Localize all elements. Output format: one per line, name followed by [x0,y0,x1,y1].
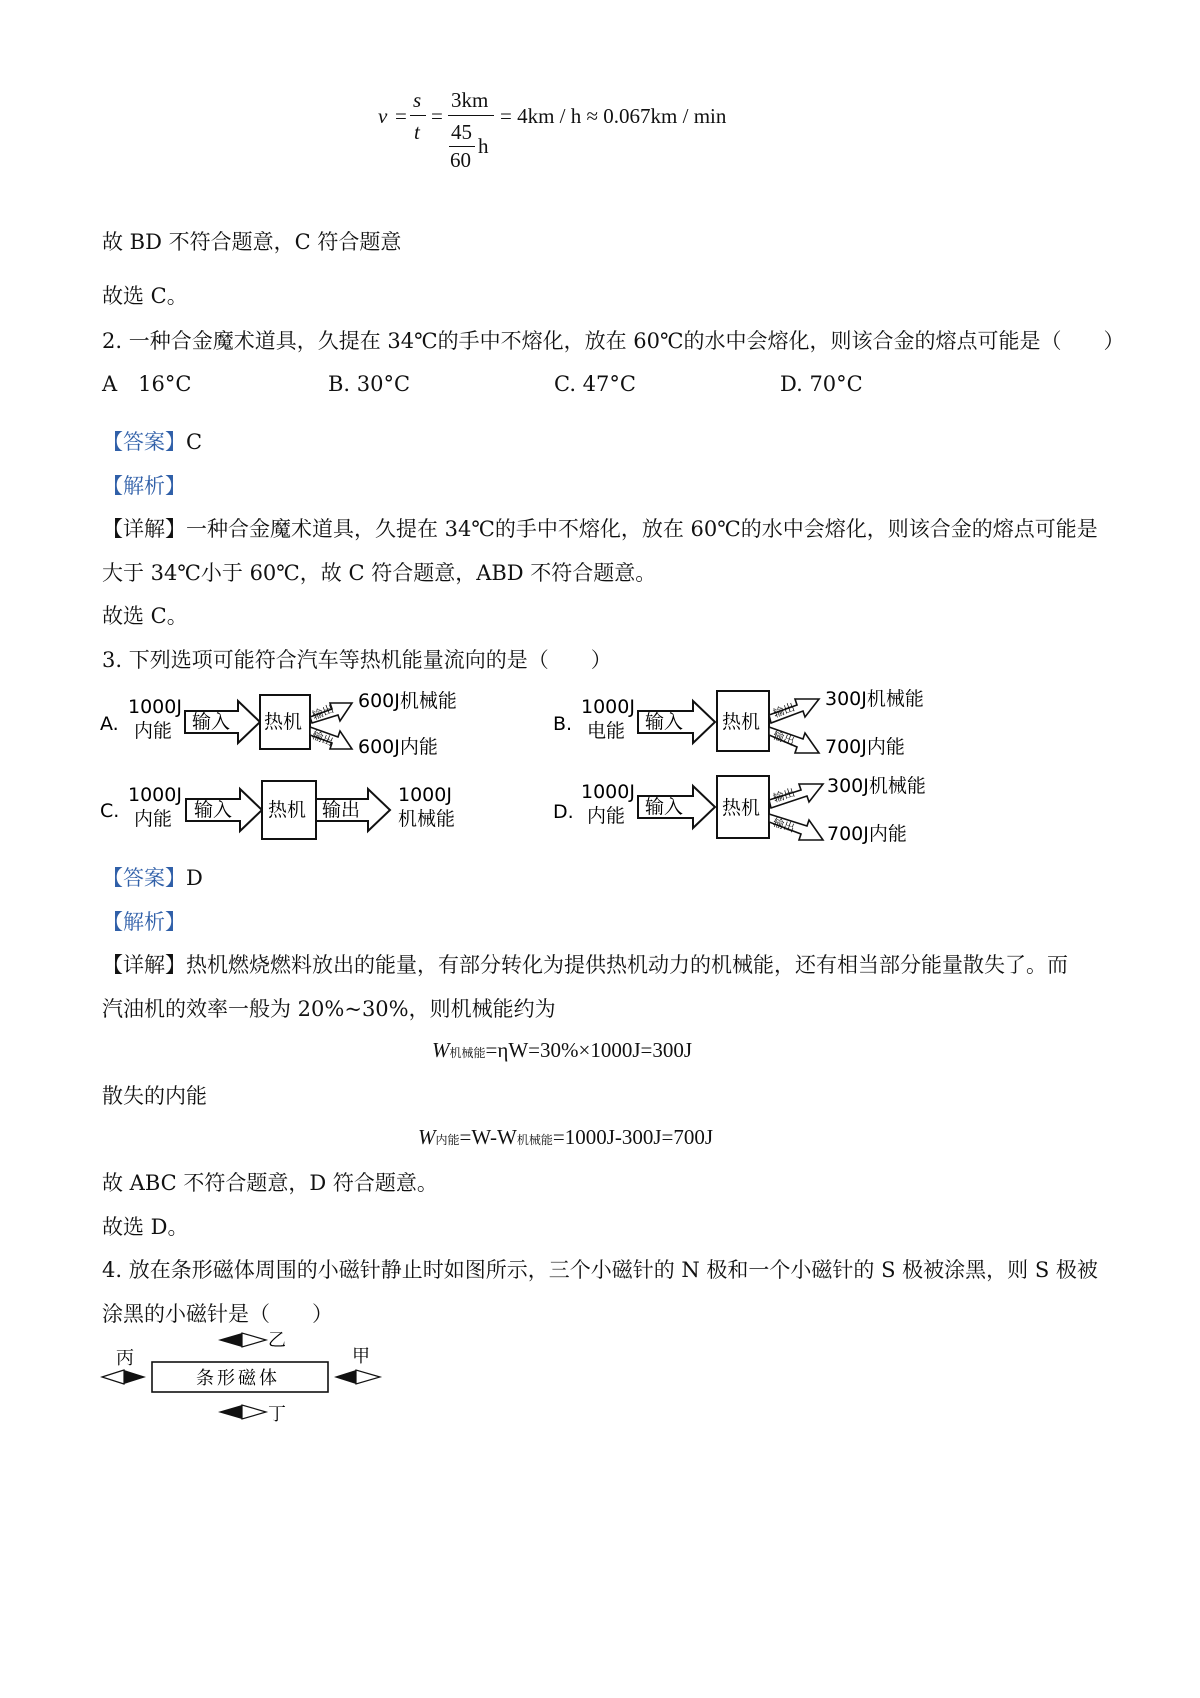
label-jia: 甲 [352,1346,370,1367]
compass-yi-light-icon [242,1333,266,1347]
eq-rest: =1000J-300J=700J [552,1125,714,1149]
answer-tag: 【答案】 [102,866,186,890]
q2-answer [102,428,202,456]
diagram-a-box: 热机 [264,711,303,733]
detail-text: 热机燃烧燃料放出的能量，有部分转化为提供热机动力的机械能，还有相当部分能量散失了。而 [186,953,1068,977]
diagram-c-in: 输入 [194,799,233,821]
q3-eq1 [432,1038,692,1063]
q3-eq2 [418,1125,713,1150]
compass-ding-light-icon [242,1405,266,1419]
q2-stem: 2. 一种合金魔术道具，久提在 34℃的手中不熔化，放在 60℃的水中会熔化，则该合金的熔点可能是（ ） [102,329,1125,353]
diagram-b-out-down: 输出 [771,728,797,749]
diagram-c-out2: 机械能 [398,808,456,830]
diagram-b-out2: 700J内能 [825,736,905,758]
q1-line1: 故 BD 不符合题意，C 符合题意 [102,230,402,254]
diagram-d-out-up: 输出 [771,785,797,806]
eq-w: W [432,1038,450,1062]
diagram-b-in: 输入 [645,711,684,733]
detail-tag: 【详解】 [102,517,186,541]
q2-option-a: A 16°C [102,372,192,396]
compass-jia-light-icon [356,1370,380,1384]
magnet-diagram [100,1328,400,1432]
formula-t: t [414,120,420,144]
q3-stem: 3. 下列选项可能符合汽车等热机能量流向的是（ ） [102,648,612,672]
diagram-d-box: 热机 [722,797,761,819]
diagram-d-src1: 1000J [581,781,635,803]
diagram-d-in: 输入 [645,796,684,818]
formula-inner-num: 45 [451,120,472,144]
diagram-a-src2: 内能 [134,720,173,742]
q3-detail-2: 汽油机的效率一般为 20%~30%，则机械能约为 [102,997,556,1021]
diagram-a-out-down: 输出 [309,728,336,749]
q3-line3: 故 ABC 不符合题意，D 符合题意。 [102,1171,438,1195]
q2-analysis-tag: 【解析】 [102,474,186,498]
compass-bing-dark-icon [124,1370,146,1384]
answer-value: C [186,430,203,454]
formula-num: 3km [451,88,489,112]
diagram-d-src2: 内能 [587,805,626,827]
diagram-a-src1: 1000J [128,696,182,718]
answer-value: D [186,866,203,890]
q2-detail-1 [102,515,1098,543]
diagram-c-src2: 内能 [134,808,173,830]
diagram-a-letter: A. [100,713,119,735]
compass-yi-dark-icon [218,1333,242,1347]
diagram-b-src2: 电能 [587,720,626,742]
eq-sub: 内能 [435,1133,460,1147]
eq-sub: 机械能 [449,1046,486,1060]
diagram-b-box: 热机 [722,711,761,733]
diagram-b-letter: B. [553,713,573,735]
fraction-bar-1 [410,115,426,116]
q2-option-c: C. 47°C [554,372,636,396]
diagram-d-out-down: 输出 [771,815,797,835]
detail-text: 一种合金魔术道具，久提在 34℃的手中不熔化，放在 60℃的水中会熔化，则该合金的熔点可能是 [186,517,1098,541]
diagram-a-out2: 600J内能 [358,736,438,758]
q2-conclusion: 故选 C。 [102,604,188,628]
q3-mid: 散失的内能 [102,1084,207,1108]
diagram-d-out2: 700J内能 [827,823,907,845]
eq-mid: =W-W [459,1125,517,1149]
eq-sub2: 机械能 [516,1133,553,1147]
formula-rhs: = 4km / h ≈ 0.067km / min [500,104,727,128]
magnet-label: 条形磁体 [196,1368,280,1389]
diagram-a-in: 输入 [192,711,231,733]
formula-s: s [413,88,422,112]
diagram-d-out1: 300J机械能 [827,775,926,797]
q3-detail-1 [102,951,1068,979]
diagram-b-src1: 1000J [581,696,635,718]
diagram-c-out1: 1000J [398,784,452,806]
compass-jia-dark-icon [334,1370,356,1384]
formula-v: v [378,104,388,128]
formula-eq: = [395,104,407,128]
diagram-a [100,685,480,774]
label-bing: 丙 [116,1348,134,1369]
fraction-bar-3 [449,146,475,147]
diagram-a-out-up: 输出 [310,702,336,723]
label-ding: 丁 [268,1404,286,1425]
diagram-b [553,685,933,774]
diagram-c-out: 输出 [322,799,361,821]
q1-line2: 故选 C。 [102,284,188,308]
diagram-b-out-up: 输出 [771,700,797,721]
q2-option-d: D. 70°C [780,372,863,396]
detail-tag: 【详解】 [102,953,186,977]
q3-analysis-tag: 【解析】 [102,910,186,934]
diagram-d [553,770,933,859]
q2-detail-2: 大于 34℃小于 60℃，故 C 符合题意，ABD 不符合题意。 [102,561,657,585]
label-yi: 乙 [268,1330,286,1351]
formula-inner-unit: h [478,134,489,158]
compass-ding-dark-icon [218,1405,242,1419]
answer-tag: 【答案】 [102,430,186,454]
fraction-bar-2 [448,115,494,116]
eq-w: W [418,1125,436,1149]
formula-inner-den: 60 [450,148,471,172]
diagram-a-out1: 600J机械能 [358,690,457,712]
eq-rest: =ηW=30%×1000J=300J [485,1038,693,1062]
diagram-c-box: 热机 [268,799,307,821]
diagram-c-letter: C. [100,800,120,822]
diagram-d-letter: D. [553,801,574,823]
q4-stem-1: 4. 放在条形磁体周围的小磁针静止时如图所示，三个小磁针的 N 极和一个小磁针的 S 极被涂黑，则 S 极被 [102,1258,1098,1282]
compass-bing-light-icon [102,1370,124,1384]
q3-conclusion: 故选 D。 [102,1215,189,1239]
diagram-b-out1: 300J机械能 [825,688,924,710]
diagram-c [100,775,480,849]
diagram-c-src1: 1000J [128,784,182,806]
q4-stem-2: 涂黑的小磁针是（ ） [102,1302,333,1326]
q2-option-b: B. 30°C [328,372,411,396]
q3-answer [102,864,203,892]
